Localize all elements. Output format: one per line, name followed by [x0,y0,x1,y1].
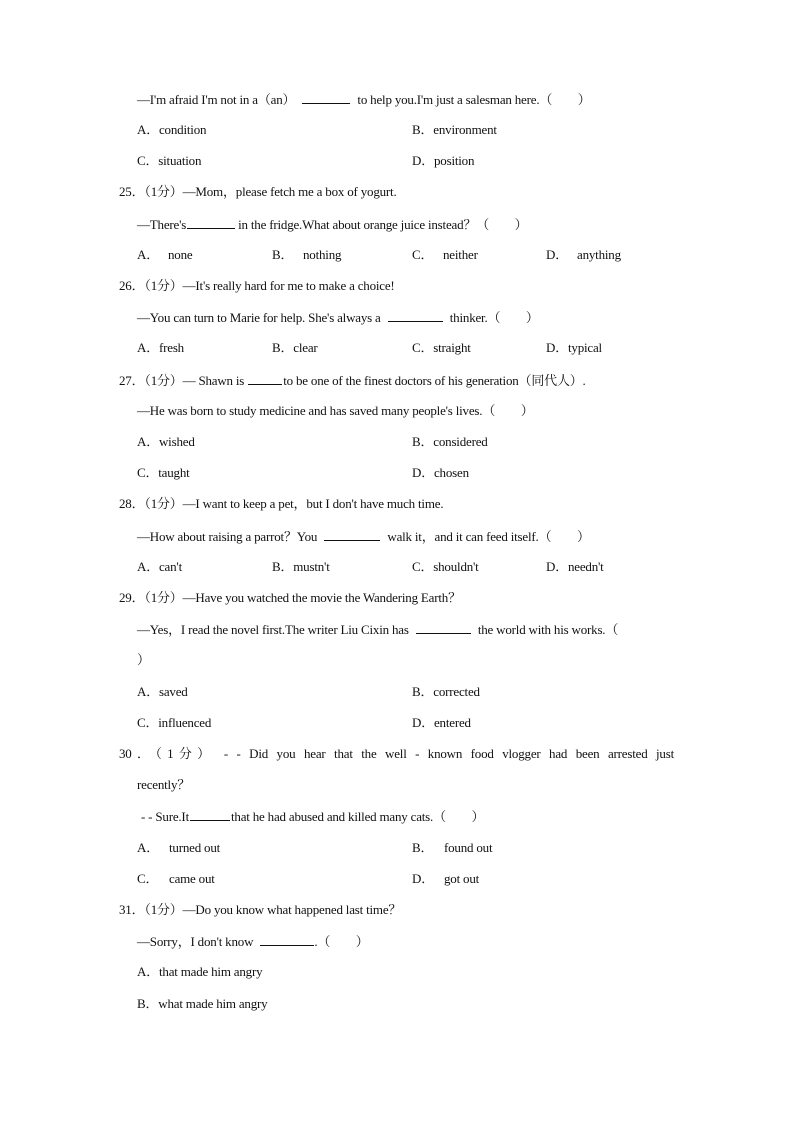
q30-option-d[interactable]: D． got out [412,871,480,886]
q30-dialogue: - - Sure.It that he had abused and killed many cats.（ ） [141,809,485,824]
q29-paren-close: ） [137,652,150,667]
q24-option-a[interactable]: A．condition [137,122,207,137]
q30-option-a[interactable]: A． turned out [137,840,221,855]
q25-stem: 25．（1分）—Mom，please fetch me a box of yogurt. [119,184,397,199]
answer-blank [302,91,350,104]
q24-option-c[interactable]: C．situation [137,153,202,168]
q27-dialogue: —He was born to study medicine and has saved many people's lives.（ ） [137,403,534,418]
q27-option-a[interactable]: A．wished [137,434,195,449]
q26-stem: 26．（1分）—It's really hard for me to make a choice! [119,278,395,293]
q30-stem: 30．（1分） - - Did you hear that the well - known food vlogger had been arrested just [119,746,674,761]
q24-option-d[interactable]: D．position [412,153,475,168]
q31-dialogue: —Sorry，I don't know .（ ） [137,934,369,949]
q25-dialogue: —There's in the fridge.What about orange juice instead？（ ） [137,217,528,232]
answer-blank [248,372,282,385]
q28-stem: 28．（1分）—I want to keep a pet，but I don't have much time. [119,496,444,511]
q27-option-c[interactable]: C．taught [137,465,190,480]
q25-option-d[interactable]: D． anything [546,247,621,262]
q26-option-c[interactable]: C．straight [412,340,471,355]
q28-option-d[interactable]: D．needn't [546,559,604,574]
q31-option-b[interactable]: B．what made him angry [137,996,268,1011]
q29-option-a[interactable]: A．saved [137,684,188,699]
q25-option-a[interactable]: A． none [137,247,193,262]
q28-dialogue: —How about raising a parrot？You walk it，and it can feed itself.（ ） [137,529,590,544]
answer-blank [388,309,443,322]
q26-dialogue: —You can turn to Marie for help. She's always a thinker.（ ） [137,310,539,325]
q24-option-b[interactable]: B．environment [412,122,497,137]
q28-option-a[interactable]: A．can't [137,559,182,574]
q26-option-a[interactable]: A．fresh [137,340,184,355]
q29-stem: 29．（1分）—Have you watched the movie the Wandering Earth？ [119,590,461,605]
answer-blank [190,808,230,821]
answer-blank [260,933,314,946]
q30-option-c[interactable]: C． came out [137,871,215,886]
q26-option-d[interactable]: D．typical [546,340,602,355]
q26-option-b[interactable]: B．clear [272,340,318,355]
q29-dialogue: —Yes，I read the novel first.The writer Liu Cixin has the world with his works.（ [137,622,619,637]
q29-option-d[interactable]: D．entered [412,715,471,730]
q29-option-c[interactable]: C．influenced [137,715,212,730]
answer-blank [416,621,471,634]
q31-option-a[interactable]: A．that made him angry [137,964,263,979]
q24-stem: —I'm afraid I'm not in a（an） to help you.I'm just a salesman here.（ ） [137,92,591,107]
answer-blank [324,528,380,541]
q28-option-b[interactable]: B．mustn't [272,559,330,574]
answer-blank [187,216,235,229]
q29-option-b[interactable]: B．corrected [412,684,480,699]
q31-stem: 31．（1分）—Do you know what happened last time？ [119,902,402,917]
q30-stem-cont: recently？ [137,777,191,792]
q27-stem: 27．（1分）— Shawn is to be one of the finest doctors of his generation（同代人）. [119,373,586,388]
q28-option-c[interactable]: C．shouldn't [412,559,479,574]
q25-option-b[interactable]: B． nothing [272,247,342,262]
q27-option-b[interactable]: B．considered [412,434,488,449]
q25-option-c[interactable]: C． neither [412,247,478,262]
q30-option-b[interactable]: B． found out [412,840,493,855]
q27-option-d[interactable]: D．chosen [412,465,469,480]
